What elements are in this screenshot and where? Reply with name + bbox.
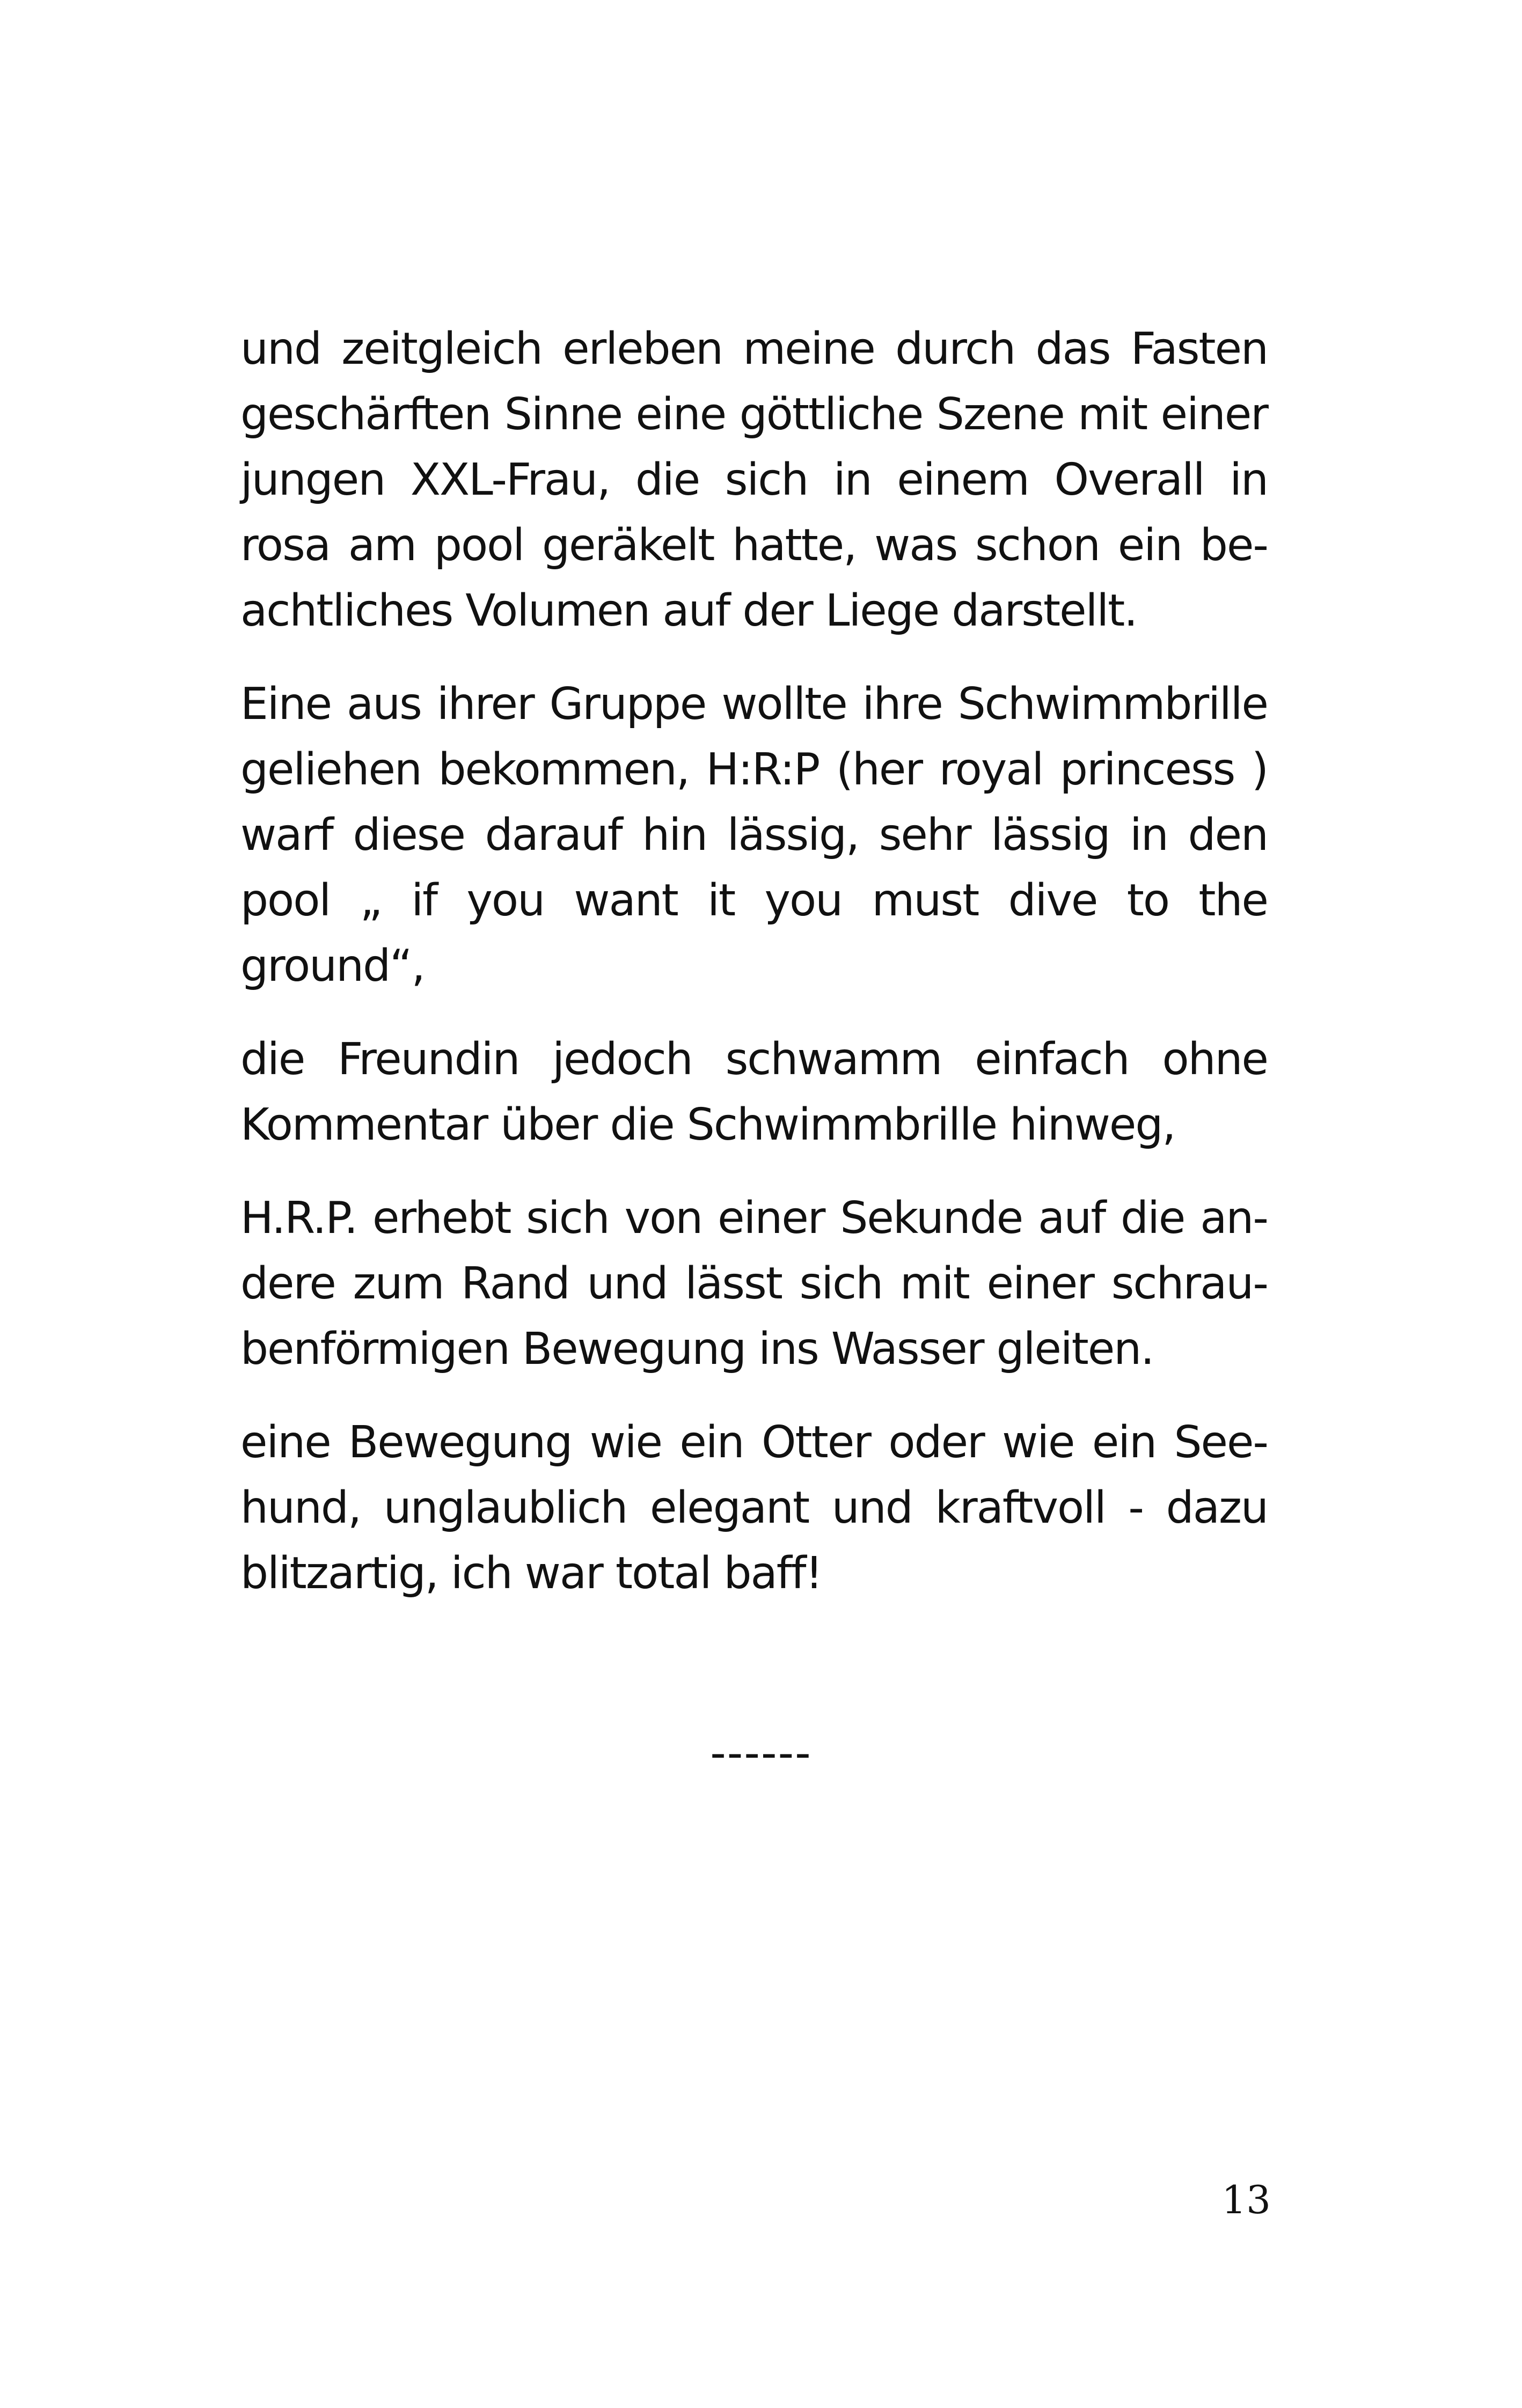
section-separator: ------ [710, 1728, 812, 1779]
paragraph-1 [240, 317, 1268, 644]
text-line: jungen XXL-Frau, die sich in einem Overall in [240, 454, 1268, 505]
text-line: benförmigen Bewegung ins Wasser gleiten. [240, 1324, 1154, 1375]
text-line: eine Bewegung wie ein Otter oder wie ein See- [240, 1417, 1268, 1468]
text-line: dere zum Rand und lässt sich mit einer schrau- [240, 1258, 1268, 1309]
text-line: Kommentar über die Schwimmbrille hinweg, [240, 1099, 1175, 1150]
text-line: die Freundin jedoch schwamm einfach ohne [240, 1034, 1268, 1085]
body-text [240, 317, 1268, 1634]
text-line: hund, unglaublich elegant und kraftvoll - dazu [240, 1482, 1268, 1533]
text-line: H.R.P. erhebt sich von einer Sekunde auf die an- [240, 1193, 1268, 1244]
text-line: Eine aus ihrer Gruppe wollte ihre Schwimmbrille [240, 679, 1268, 730]
text-line: ground“, [240, 941, 425, 992]
page-number: 13 [1221, 2177, 1271, 2222]
paragraph-5 [240, 1410, 1268, 1606]
paragraph-2 [240, 672, 1268, 999]
text-line: geliehen bekommen, H:R:P (her royal princess ) [240, 744, 1268, 795]
text-line: pool „ if you want it you must dive to the [240, 875, 1268, 926]
text-line: geschärften Sinne eine göttliche Szene mit einer [240, 389, 1268, 440]
text-line: warf diese darauf hin lässig, sehr lässig in den [240, 810, 1268, 861]
text-line: achtliches Volumen auf der Liege darstellt. [240, 585, 1137, 636]
paragraph-3 [240, 1027, 1268, 1158]
text-line: blitzartig, ich war total baff! [240, 1548, 822, 1599]
paragraph-4 [240, 1186, 1268, 1382]
text-line: und zeitgleich erleben meine durch das Fasten [240, 324, 1268, 375]
text-line: rosa am pool geräkelt hatte, was schon ein be- [240, 520, 1268, 571]
